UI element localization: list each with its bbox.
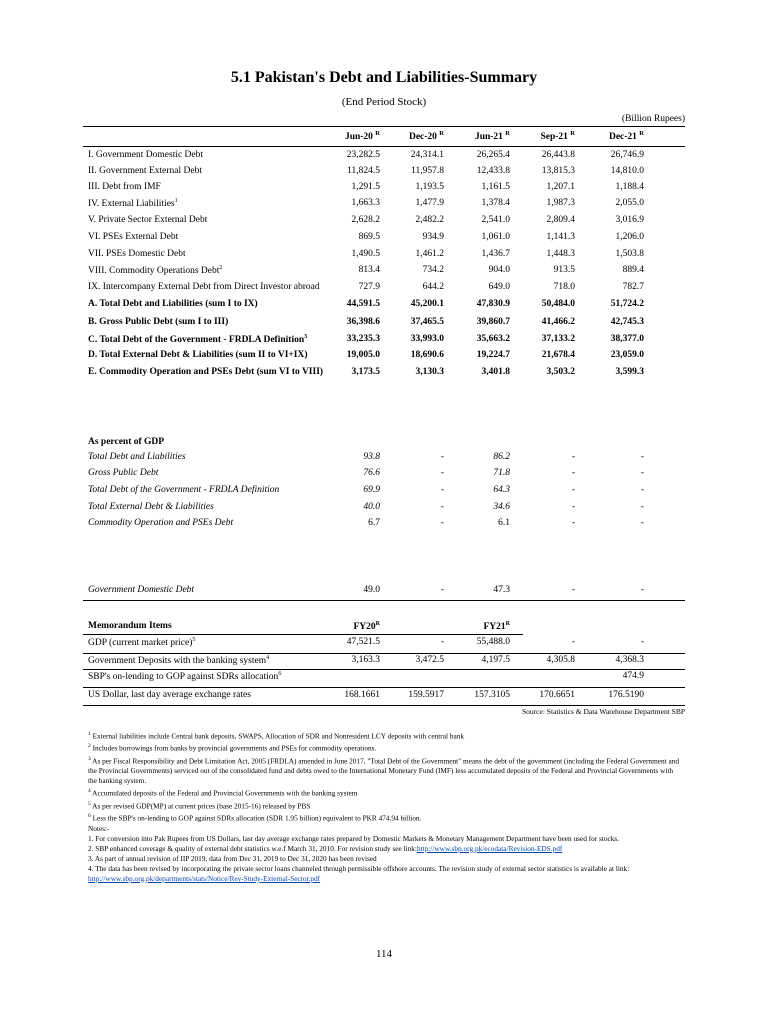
table-cell: 47,830.9 xyxy=(476,299,510,309)
rule-memo-2 xyxy=(83,669,685,670)
table-cell: 6.1 xyxy=(498,518,510,528)
table-cell: 734.2 xyxy=(422,265,444,275)
table-cell: 3,130.3 xyxy=(415,367,444,377)
table-row xyxy=(88,690,680,706)
table-cell: 41,466.2 xyxy=(541,317,575,327)
footnote-4: $^4$ Accumulated deposits of the Federal and Provincial Governments with the banking system xyxy=(88,788,358,798)
revision-eds-link[interactable]: http://www.sbp.org.pk/ecodata/Revision-EDS.pdf xyxy=(416,843,563,853)
table-cell: - xyxy=(440,518,444,528)
table-cell: 1,161.5 xyxy=(481,182,510,192)
row-label: A. Total Debt and Liabilities (sum I to IX) xyxy=(88,299,258,309)
table-cell: 3,016.9 xyxy=(615,215,644,225)
table-row xyxy=(88,150,680,166)
table-cell: - xyxy=(571,518,575,528)
table-cell: 6.7 xyxy=(368,518,380,528)
footnote-5: $^5$ As per revised GDP(MP) at current prices (base 2015-16) released by PBS xyxy=(88,800,311,811)
row-label: Gross Public Debt xyxy=(88,468,159,478)
table-cell: 55,488.0 xyxy=(476,637,510,647)
table-cell: 718.0 xyxy=(553,282,575,292)
row-label: Total Debt and Liabilities xyxy=(88,452,186,462)
note-1: 1. For conversion into Pak Rupees from US Dollars, last day average exchange rates prepared by Domestic Markets & Monetary Management Department have been used for stocks. xyxy=(88,833,620,843)
table-cell: 157.3105 xyxy=(474,690,510,700)
table-cell: 1,061.0 xyxy=(481,232,510,242)
table-row xyxy=(88,637,680,653)
table-cell: 2,628.2 xyxy=(351,215,380,225)
table-cell: 2,809.4 xyxy=(546,215,575,225)
page-subtitle: (End Period Stock) xyxy=(341,96,427,108)
table-cell: 42,745.3 xyxy=(610,317,644,327)
table-cell: 3,163.3 xyxy=(351,655,380,665)
table-cell: 904.0 xyxy=(488,265,510,275)
table-cell: 24,314.1 xyxy=(410,150,444,160)
footnote-6: $^6$ Less the SBP's on-lending to GOP against SDRs allocation (SDR 1.95 billion) equivalent to PKR 474.94 billion. xyxy=(88,813,422,823)
table-cell: 1,207.1 xyxy=(546,182,575,192)
fy20-header: $FY20^R$ xyxy=(353,621,380,633)
table-cell: - xyxy=(440,502,444,512)
table-cell: 869.5 xyxy=(358,232,380,242)
footnote-2: $^2$ Includes borrowings from banks by provincial governments and PSEs for commodity operations. xyxy=(88,743,377,753)
unit-label: (Billion Rupees) xyxy=(621,114,685,124)
table-cell: - xyxy=(640,637,644,647)
table-cell: - xyxy=(440,637,444,647)
table-cell: 1,448.3 xyxy=(546,249,575,259)
row-label: IX. Intercompany External Debt from Direct Investor abroad xyxy=(88,282,320,292)
table-row xyxy=(88,350,680,366)
row-label: E. Commodity Operation and PSEs Debt (sum VI to VIII) xyxy=(88,367,324,377)
table-row xyxy=(88,249,680,265)
table-cell: 1,378.4 xyxy=(481,198,510,208)
table-cell: 649.0 xyxy=(488,282,510,292)
table-cell: 26,443.8 xyxy=(541,150,575,160)
table-cell: 69.9 xyxy=(363,485,380,495)
footnotes xyxy=(88,729,680,884)
row-label: IV. External Liabilities$^1$ xyxy=(88,198,178,210)
table-cell: 12,433.8 xyxy=(476,166,510,176)
table-row xyxy=(88,182,680,198)
table-cell: 1,436.7 xyxy=(481,249,510,259)
table-row xyxy=(88,215,680,231)
table-row xyxy=(88,198,680,214)
source-note: Source: Statistics & Data Warehouse Department SBP xyxy=(522,707,685,716)
table-cell: - xyxy=(640,452,644,462)
table-cell: - xyxy=(440,485,444,495)
table-cell: 170.6651 xyxy=(539,690,575,700)
table-cell: - xyxy=(640,485,644,495)
footnote-1: $^1$ External liabilities include Central bank deposits, SWAPS, Allocation of SDR and Nonresident LCY deposits with central bank xyxy=(88,731,464,741)
table-cell: 2,055.0 xyxy=(615,198,644,208)
table-cell: 45,200.1 xyxy=(410,299,444,309)
table-cell: 37,133.2 xyxy=(541,334,575,344)
table-row xyxy=(88,485,680,501)
row-label: C. Total Debt of the Government - FRDLA Definition$^3$ xyxy=(88,334,308,346)
column-header: Dec-20 $^R$ xyxy=(408,130,444,143)
table-row xyxy=(88,166,680,182)
table-cell: - xyxy=(571,485,575,495)
table-cell: - xyxy=(440,468,444,478)
table-row xyxy=(88,585,680,601)
column-header: Jun-21 $^R$ xyxy=(474,130,510,143)
table-row xyxy=(88,367,680,383)
notes-heading: Notes:- xyxy=(88,823,110,833)
row-label: VII. PSEs Domestic Debt xyxy=(88,249,186,259)
table-row xyxy=(88,232,680,248)
table-row xyxy=(88,468,680,484)
table-cell: - xyxy=(640,502,644,512)
table-cell: 4,305.8 xyxy=(546,655,575,665)
rule-bottom xyxy=(83,705,685,706)
table-cell: 159.5917 xyxy=(408,690,444,700)
column-header: Dec-21 $^R$ xyxy=(608,130,644,143)
rule-memo-header xyxy=(83,634,523,635)
table-cell: 86.2 xyxy=(493,452,510,462)
rule-gdp-bottom xyxy=(83,600,685,601)
rule-memo-1 xyxy=(83,653,685,654)
table-cell: 1,987.3 xyxy=(546,198,575,208)
table-cell: 33,993.0 xyxy=(410,334,444,344)
footnote-3: $^3$ As per Fiscal Responsibility and Debt Limitation Act, 2005 (FRDLA) amended in June 2017, "Total Debt of the Government" means the debt of the government (including the Federal Government and the Provincial Governments) serviced out of the consolidated fund and debts owed to the International Monetary Fund (IMF) less accumulated deposits of the Federal and Provincial Governments with the banking system. xyxy=(88,755,680,786)
table-cell: 71.8 xyxy=(493,468,510,478)
row-label: II. Government External Debt xyxy=(88,166,202,176)
table-cell: 19,224.7 xyxy=(476,350,510,360)
table-cell: 51,724.2 xyxy=(610,299,644,309)
row-label: D. Total External Debt & Liabilities (sum II to VI+IX) xyxy=(88,350,308,360)
table-cell: 913.5 xyxy=(553,265,575,275)
note-4: 4. The data has been revised by incorporating the private sector loans channeled through permissible offshore accounts. The revision study of external sector statistics is available at link: http://www.sbp.org.pk/departments/stats/Notice/Rev-Study-External-Sector.pdf xyxy=(88,863,630,883)
row-label: Total External Debt & Liabilities xyxy=(88,502,214,512)
table-cell: 1,291.5 xyxy=(351,182,380,192)
row-label: VI. PSEs External Debt xyxy=(88,232,179,242)
table-cell: 3,472.5 xyxy=(415,655,444,665)
table-cell: 3,173.5 xyxy=(351,367,380,377)
table-cell: - xyxy=(571,502,575,512)
table-cell: 13,815.3 xyxy=(541,166,575,176)
table-cell: 47,521.5 xyxy=(346,637,380,647)
table-cell: 1,490.5 xyxy=(351,249,380,259)
table-cell: 168.1661 xyxy=(344,690,380,700)
table-cell: - xyxy=(640,468,644,478)
table-row xyxy=(88,317,680,333)
table-cell: - xyxy=(571,637,575,647)
table-cell: 4,197.5 xyxy=(481,655,510,665)
table-cell: 934.9 xyxy=(422,232,444,242)
table-cell: 44,591.5 xyxy=(346,299,380,309)
table-cell: - xyxy=(571,468,575,478)
table-row xyxy=(88,334,680,350)
table-cell: - xyxy=(571,585,575,595)
table-cell: 49.0 xyxy=(363,585,380,595)
table-cell: 93.8 xyxy=(363,452,380,462)
row-label: Government Deposits with the banking system$^4$ xyxy=(88,655,270,667)
fy21-header: $FY21^R$ xyxy=(483,621,510,633)
table-cell: 11,824.5 xyxy=(347,166,380,176)
table-cell: 76.6 xyxy=(363,468,380,478)
table-cell: - xyxy=(571,452,575,462)
table-cell: 47.3 xyxy=(493,585,510,595)
table-cell: 18,690.6 xyxy=(410,350,444,360)
row-label: Total Debt of the Government - FRDLA Definition xyxy=(88,485,280,495)
table-cell: - xyxy=(440,452,444,462)
row-label: US Dollar, last day average exchange rates xyxy=(88,690,251,700)
table-cell: 64.3 xyxy=(493,485,510,495)
table-cell: 1,663.3 xyxy=(351,198,380,208)
table-cell: 21,678.4 xyxy=(541,350,575,360)
table-cell: 1,461.2 xyxy=(415,249,444,259)
column-header: Sep-21 $^R$ xyxy=(540,130,575,143)
row-label: V. Private Sector External Debt xyxy=(88,215,208,225)
table-cell: 813.4 xyxy=(358,265,380,275)
table-cell: 26,746.9 xyxy=(610,150,644,160)
table-cell: 37,465.5 xyxy=(410,317,444,327)
note-2: 2. SBP enhanced coverage & quality of external debt statistics w.e.f March 31, 2010. For revision study see link:http://www.sbp.org.pk/ecodata/Revision-EDS.pdf xyxy=(88,843,563,853)
table-row xyxy=(88,299,680,315)
table-cell: 644.2 xyxy=(422,282,444,292)
table-cell: 23,282.5 xyxy=(346,150,380,160)
row-label: B. Gross Public Debt (sum I to III) xyxy=(88,317,229,327)
row-label: SBP's on-lending to GOP against SDRs allocation$^6$ xyxy=(88,671,282,683)
table-cell: 176.5190 xyxy=(608,690,644,700)
table-cell: 2,541.0 xyxy=(481,215,510,225)
table-cell: 33,235.3 xyxy=(346,334,380,344)
table-row xyxy=(88,265,680,281)
table-cell: 889.4 xyxy=(622,265,644,275)
table-row xyxy=(88,518,680,534)
table-cell: - xyxy=(440,585,444,595)
row-label: Commodity Operation and PSEs Debt xyxy=(88,518,234,528)
table-cell: 2,482.2 xyxy=(415,215,444,225)
row-label: III. Debt from IMF xyxy=(88,182,161,192)
column-header: Jun-20 $^R$ xyxy=(344,130,380,143)
table-cell: 782.7 xyxy=(622,282,644,292)
table-cell: 1,206.0 xyxy=(615,232,644,242)
table-cell: 50,484.0 xyxy=(541,299,575,309)
table-cell: 36,398.6 xyxy=(346,317,380,327)
table-row xyxy=(88,671,680,687)
table-cell: 35,663.2 xyxy=(476,334,510,344)
table-cell: 1,503.8 xyxy=(615,249,644,259)
table-cell: 3,401.8 xyxy=(481,367,510,377)
table-cell: 26,265.4 xyxy=(476,150,510,160)
rev-study-link[interactable]: http://www.sbp.org.pk/departments/stats/Notice/Rev-Study-External-Sector.pdf xyxy=(88,873,321,883)
gdp-heading: As percent of GDP xyxy=(88,437,165,447)
table-cell: 39,860.7 xyxy=(476,317,510,327)
table-row xyxy=(88,502,680,518)
row-label: I. Government Domestic Debt xyxy=(88,150,204,160)
table-cell: 34.6 xyxy=(493,502,510,512)
table-cell: - xyxy=(640,585,644,595)
page-title: 5.1 Pakistan's Debt and Liabilities-Summary xyxy=(230,69,538,86)
table-cell: 3,503.2 xyxy=(546,367,575,377)
table-cell: - xyxy=(640,518,644,528)
table-cell: 14,810.0 xyxy=(610,166,644,176)
table-row xyxy=(88,452,680,468)
table-cell: 11,957.8 xyxy=(411,166,444,176)
table-cell: 1,188.4 xyxy=(615,182,644,192)
table-row xyxy=(88,282,680,298)
rule-memo-3 xyxy=(83,687,685,688)
table-cell: 727.9 xyxy=(358,282,380,292)
page-number: 114 xyxy=(375,948,393,960)
table-cell: 38,377.0 xyxy=(610,334,644,344)
table-cell: 1,141.3 xyxy=(546,232,575,242)
table-cell: 3,599.3 xyxy=(615,367,644,377)
rule-below-header xyxy=(83,146,685,147)
memorandum-heading: Memorandum Items xyxy=(88,621,172,631)
row-label: Government Domestic Debt xyxy=(88,585,195,595)
row-label: VIII. Commodity Operations Debt$^2$ xyxy=(88,265,223,277)
row-label: GDP (current market price)$^5$ xyxy=(88,637,196,649)
table-cell: 474.9 xyxy=(622,671,644,681)
table-cell: 1,193.5 xyxy=(415,182,444,192)
table-cell: 19,005.0 xyxy=(346,350,380,360)
table-cell: 40.0 xyxy=(363,502,380,512)
note-3: 3. As part of annual revision of IIP 2019, data from Dec 31, 2019 to Dec 31, 2020 has been revised xyxy=(88,853,377,863)
table-cell: 23,059.0 xyxy=(610,350,644,360)
table-cell: 1,477.9 xyxy=(415,198,444,208)
rule-top xyxy=(83,126,685,127)
table-cell: 4,368.3 xyxy=(615,655,644,665)
